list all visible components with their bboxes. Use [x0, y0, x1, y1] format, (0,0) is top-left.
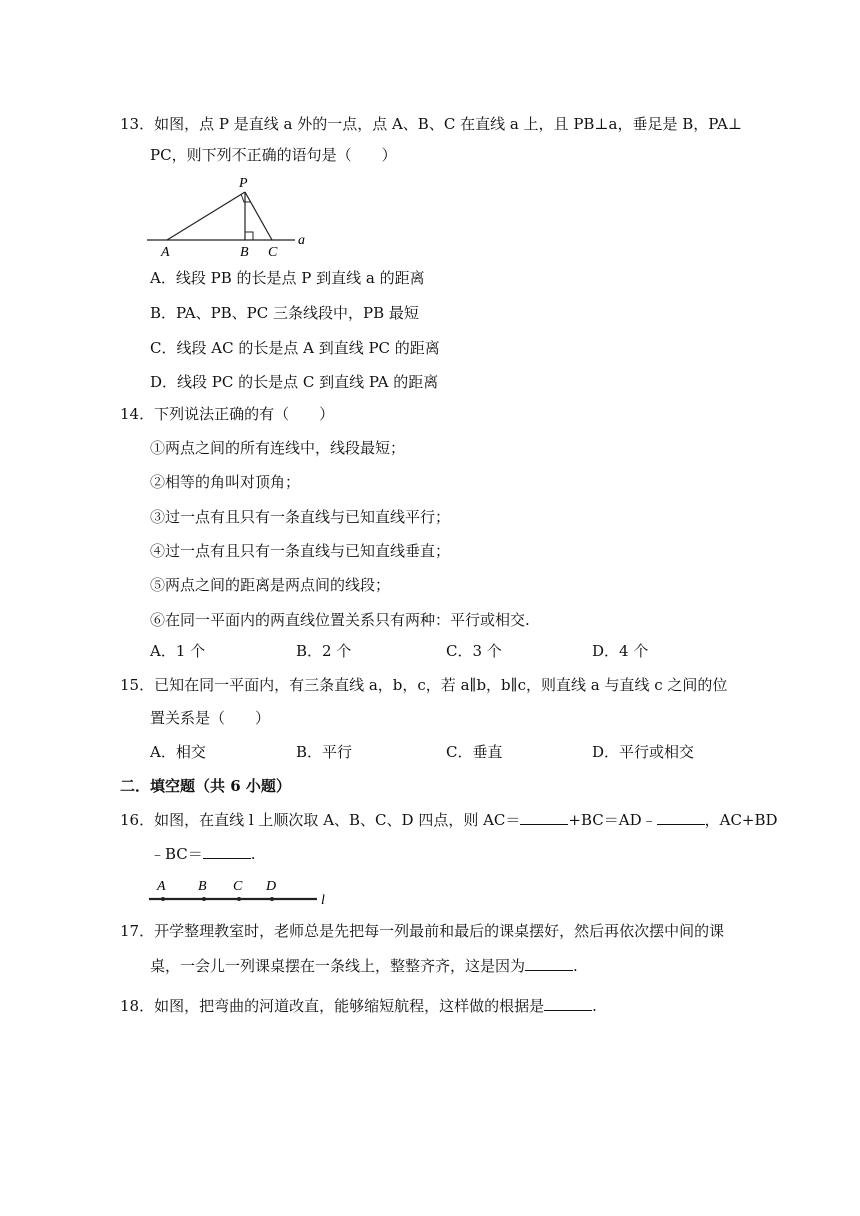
- q14-statement-6: ⑥在同一平面内的两直线位置关系只有两种：平行或相交.: [150, 611, 530, 629]
- point-D: [270, 897, 274, 901]
- q18-stem-line1: [120, 996, 597, 1016]
- q15-option-a: A．相交: [150, 743, 206, 761]
- q14-option-a: A．1 个: [150, 642, 206, 660]
- label-B: B: [198, 879, 207, 894]
- q13-stem-line2: PC，则下列不正确的语句是（ ）: [150, 146, 397, 164]
- q18-blank: [544, 996, 592, 1011]
- segment-PA: [167, 192, 245, 240]
- q13-option-c: C．线段 AC 的长是点 A 到直线 PC 的距离: [150, 339, 440, 357]
- label-A: A: [161, 245, 170, 260]
- q16-blank-2: [657, 810, 705, 825]
- label-B: B: [240, 245, 249, 260]
- q13-option-a: A．线段 PB 的长是点 P 到直线 a 的距离: [150, 269, 425, 287]
- label-P: P: [239, 176, 248, 191]
- q14-option-c: C．3 个: [446, 642, 502, 660]
- q16-text-5: .: [250, 845, 256, 863]
- q15-option-c: C．垂直: [446, 743, 503, 761]
- q18-text-2: .: [592, 997, 597, 1015]
- label-l: l: [321, 893, 325, 908]
- q13-figure: [145, 174, 315, 262]
- label-A: A: [157, 879, 166, 894]
- q14-statement-2: ②相等的角叫对顶角；: [150, 473, 301, 491]
- q14-statement-4: ④过一点有且只有一条直线与已知直线垂直；: [150, 542, 451, 560]
- point-B: [202, 897, 206, 901]
- q17-stem-line1: 17．开学整理教室时，老师总是先把每一列最前和最后的课桌摆好，然后再依次摆中间的课: [120, 922, 725, 940]
- q13-option-b: B．PA、PB、PC 三条线段中，PB 最短: [150, 304, 419, 322]
- q14-option-d: D．4 个: [592, 642, 649, 660]
- q14-stem: 14．下列说法正确的有（ ）: [120, 405, 335, 423]
- q17-text-2: .: [573, 957, 578, 975]
- q14-statement-3: ③过一点有且只有一条直线与已知直线平行；: [150, 508, 451, 526]
- q17-blank: [525, 956, 573, 971]
- q15-option-b: B．平行: [296, 743, 353, 761]
- point-C: [237, 897, 241, 901]
- label-C: C: [268, 245, 278, 260]
- section-title-fill-in: 二．填空题（共 6 小题）: [120, 777, 291, 795]
- point-A: [161, 897, 165, 901]
- q15-stem-line2: 置关系是（ ）: [150, 709, 271, 727]
- q16-blank-1: [520, 810, 568, 825]
- q16-text-2: +BC＝AD﹣: [568, 811, 657, 829]
- label-a: a: [298, 233, 305, 248]
- q16-text-3: ，AC+BD: [704, 811, 778, 829]
- q17-stem-line2: [150, 956, 578, 976]
- q16-text-1: 16．如图，在直线 l 上顺次取 A、B、C、D 四点，则 AC＝: [120, 811, 521, 829]
- q14-option-b: B．2 个: [296, 642, 352, 660]
- q16-stem-line2: [150, 844, 256, 864]
- right-angle-mark-B: [245, 232, 253, 240]
- q18-text-1: 18．如图，把弯曲的河道改直，能够缩短航程，这样做的根据是: [120, 997, 545, 1015]
- q15-stem-line1: 15．已知在同一平面内，有三条直线 a，b，c，若 a∥b，b∥c，则直线 a 与直线 c 之间的位: [120, 676, 728, 694]
- q16-blank-3: [203, 844, 251, 859]
- segment-PC: [245, 192, 272, 240]
- q17-text-1: 桌，一会儿一列课桌摆在一条线上，整整齐齐，这是因为: [150, 957, 526, 975]
- q15-option-d: D．平行或相交: [592, 743, 695, 761]
- q14-statement-5: ⑤两点之间的距离是两点间的线段；: [150, 576, 391, 594]
- q16-stem-line1: [120, 810, 778, 830]
- q16-text-4: ﹣BC＝: [150, 845, 203, 863]
- q13-option-d: D．线段 PC 的长是点 C 到直线 PA 的距离: [150, 373, 439, 391]
- q16-figure: [145, 872, 335, 908]
- label-D: D: [266, 879, 277, 894]
- q14-statement-1: ①两点之间的所有连线中，线段最短；: [150, 439, 406, 457]
- label-C: C: [233, 879, 243, 894]
- q13-stem-line1: 13．如图，点 P 是直线 a 外的一点，点 A、B、C 在直线 a 上，且 PB⊥a，垂足是 B，PA⊥: [120, 115, 742, 133]
